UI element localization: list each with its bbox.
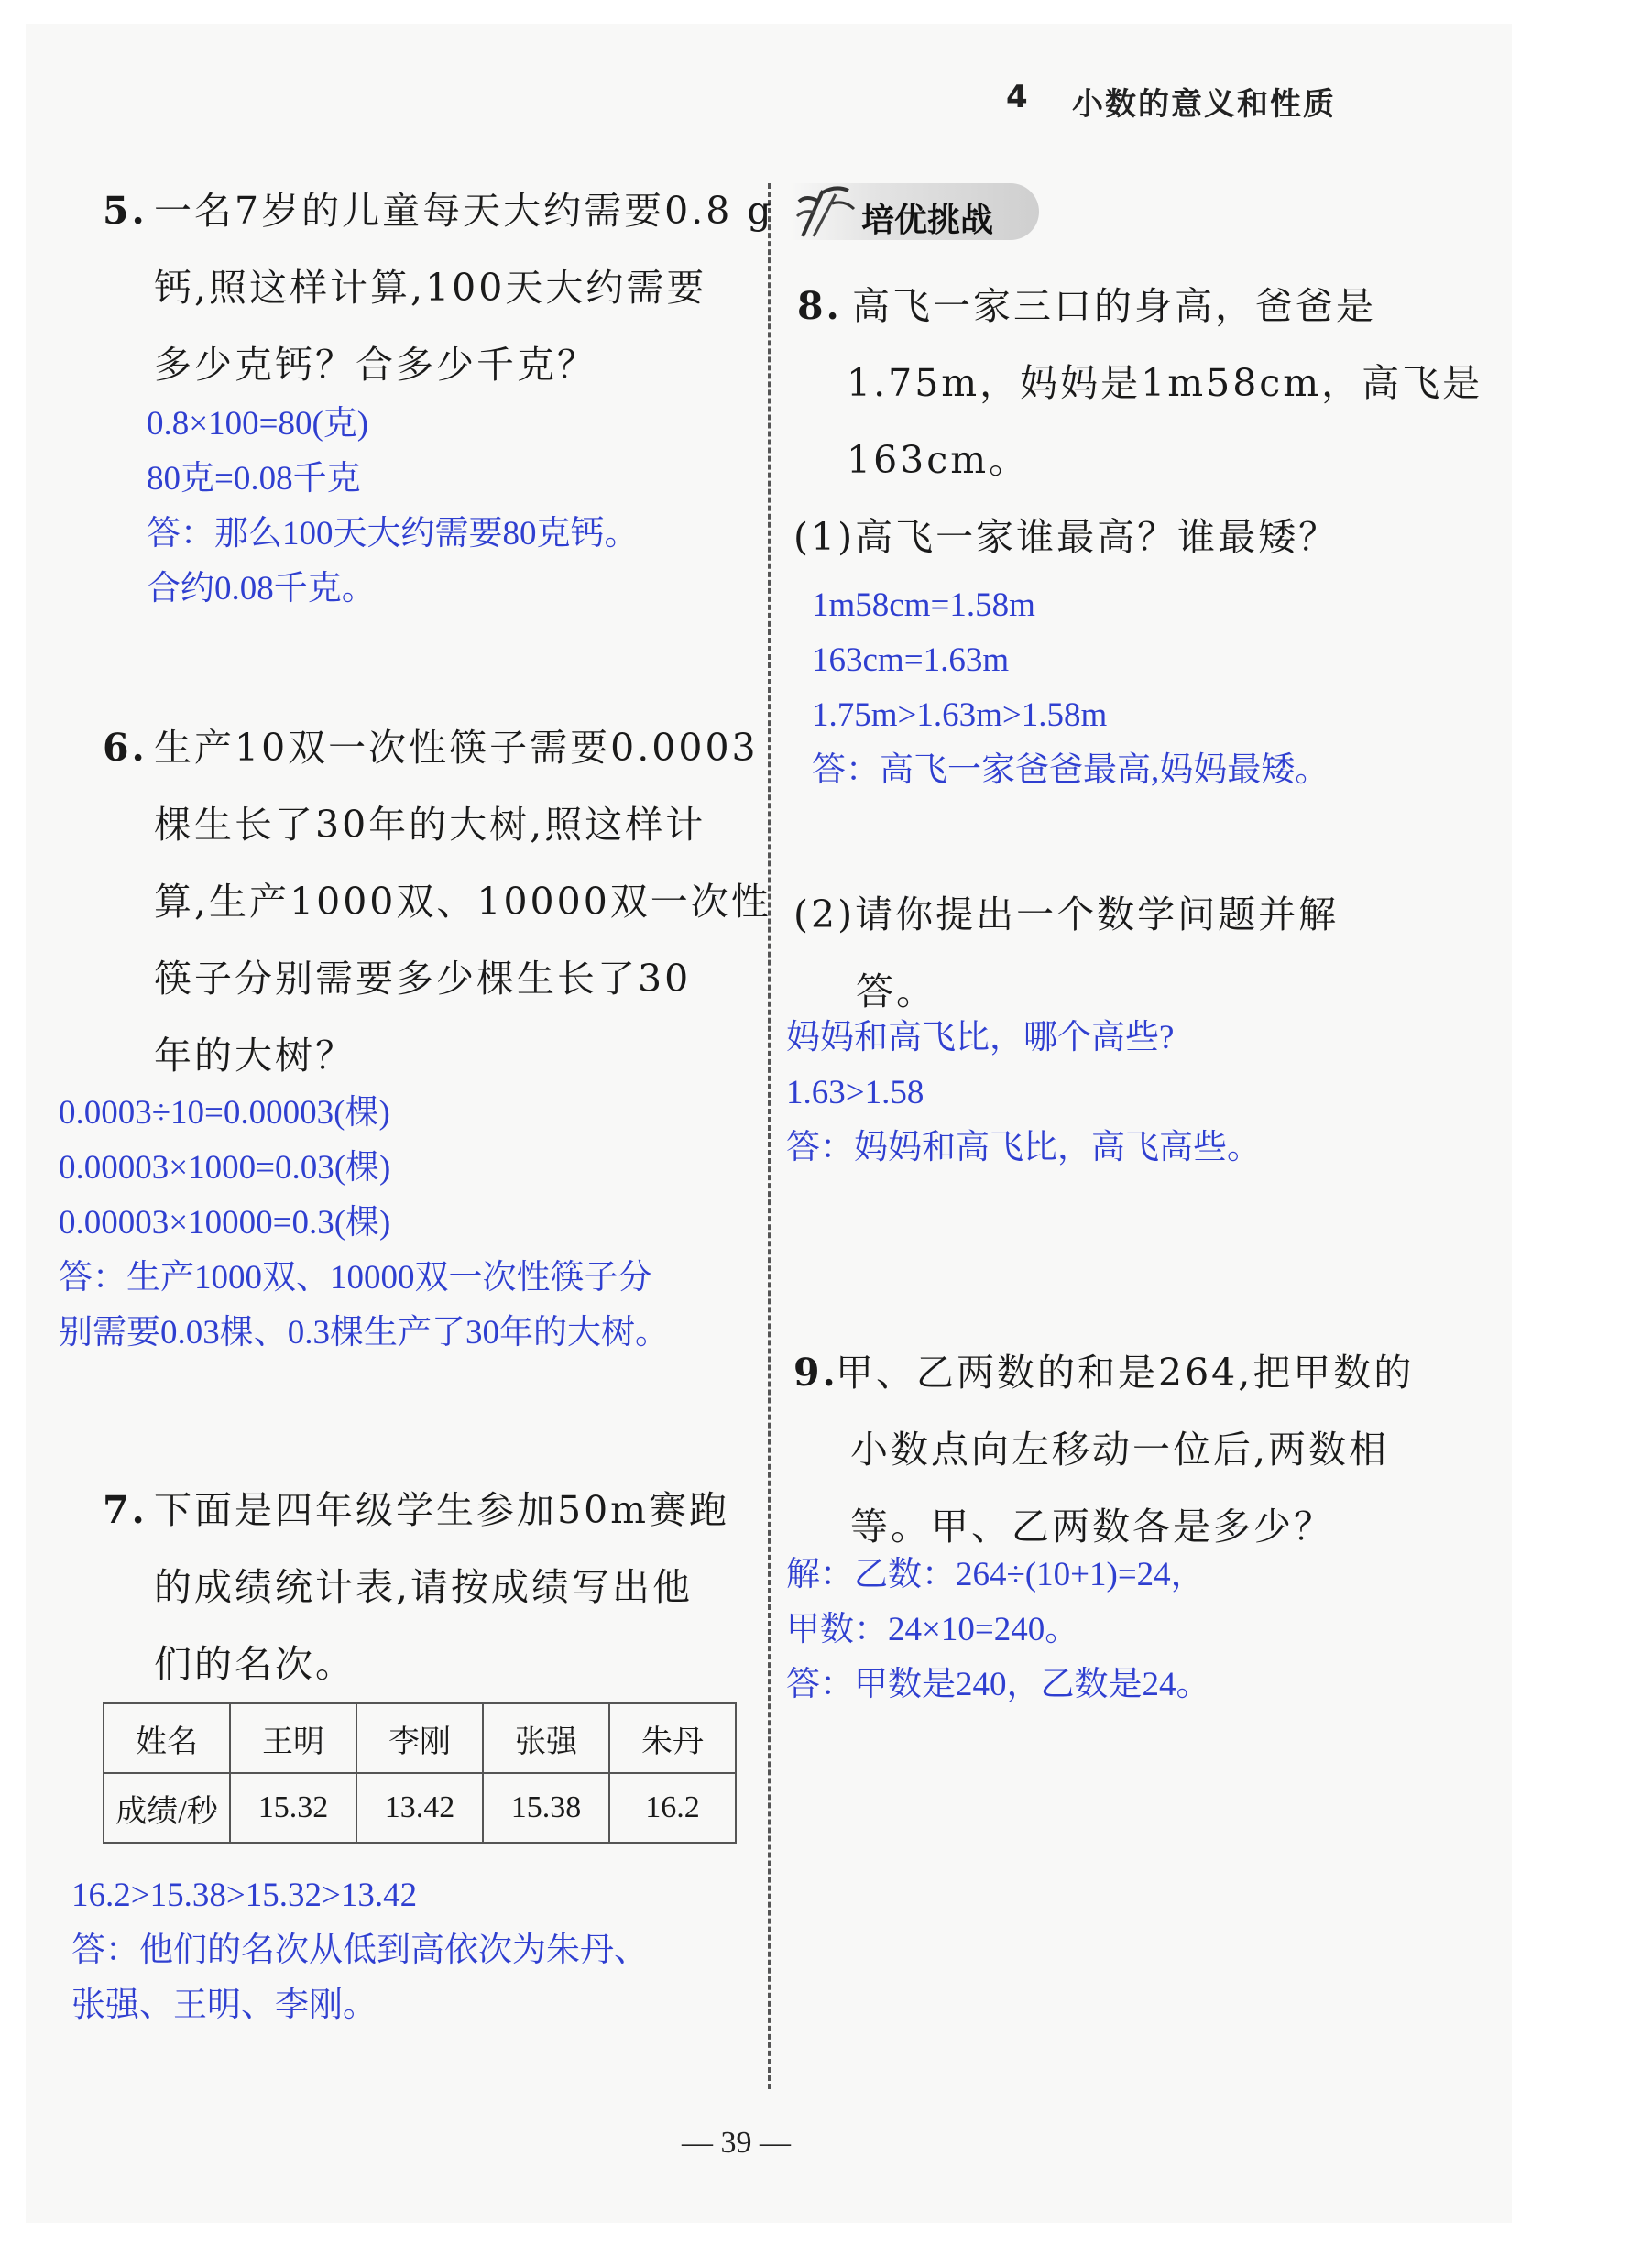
q8-answer2-line: 1.63>1.58: [786, 1074, 924, 1111]
q6-answer-line: 0.00003×1000=0.03(棵): [59, 1149, 391, 1187]
table-cell: 李刚: [356, 1703, 483, 1773]
q6-answer-line: 0.0003÷10=0.00003(棵): [59, 1094, 390, 1132]
q8-sub1: (1)高飞一家谁最高？谁最矮？: [793, 515, 1340, 559]
chapter-title: 小数的意义和性质: [1072, 86, 1336, 123]
table-cell: 张强: [483, 1703, 609, 1773]
q9-line: 甲、乙两数的和是264,把甲数的: [836, 1351, 1415, 1395]
q9-line: 小数点向左移动一位后,两数相: [850, 1428, 1390, 1472]
q8-answer1-line: 163cm=1.63m: [812, 641, 1010, 679]
q9-number: 9.: [793, 1351, 838, 1395]
q6-answer-line: 答：生产1000双、10000双一次性筷子分: [59, 1259, 652, 1297]
chapter-number: 4: [1006, 79, 1030, 115]
table-cell: 13.42: [356, 1773, 483, 1843]
q8-line: 1.75m，妈妈是1m58cm，高飞是: [847, 361, 1483, 405]
table-cell: 16.2: [609, 1773, 736, 1843]
q9-line: 等。甲、乙两数各是多少？: [850, 1505, 1334, 1549]
q6-answer-line: 别需要0.03棵、0.3棵生产了30年的大树。: [59, 1314, 669, 1352]
section-badge-label: 培优挑战: [861, 202, 994, 239]
q5-number: 5.: [103, 189, 148, 233]
race-results-table: [103, 1702, 737, 1844]
q8-answer2-line: 妈妈和高飞比，哪个高些?: [786, 1019, 1175, 1056]
q8-number: 8.: [797, 284, 842, 328]
q9-answer-line: 答：甲数是240，乙数是24。: [786, 1666, 1210, 1703]
q7-answer-line: 16.2>15.38>15.32>13.42: [71, 1877, 418, 1914]
bamboo-icon: [795, 181, 859, 242]
q5-line: 钙,照这样计算,100天大约需要: [154, 266, 707, 310]
q7-answer-line: 答：他们的名次从低到高依次为朱丹、: [71, 1932, 648, 1969]
q5-line: 一名7岁的儿童每天大约需要0.8 g: [154, 189, 774, 233]
table-cell: 朱丹: [609, 1703, 736, 1773]
table-cell: 成绩/秒: [104, 1773, 230, 1843]
q7-number: 7.: [103, 1488, 148, 1532]
q9-answer-line: 甲数：24×10=240。: [786, 1611, 1079, 1648]
q7-line: 们的名次。: [154, 1642, 356, 1686]
q6-number: 6.: [103, 726, 148, 770]
q8-line: 高飞一家三口的身高，爸爸是: [852, 284, 1376, 328]
q6-line: 算,生产1000双、10000双一次性: [154, 880, 771, 924]
table-row: [104, 1773, 736, 1843]
q6-line: 年的大树？: [154, 1034, 356, 1078]
q8-answer1-line: 答：高飞一家爸爸最高,妈妈最矮。: [812, 751, 1329, 789]
table-cell: 15.38: [483, 1773, 609, 1843]
q8-answer1-line: 1m58cm=1.58m: [812, 586, 1035, 624]
q6-line: 筷子分别需要多少棵生长了30: [154, 957, 692, 1001]
q8-line: 163cm。: [847, 438, 1030, 482]
q7-line: 下面是四年级学生参加50m赛跑: [154, 1488, 730, 1532]
q8-answer2-line: 答：妈妈和高飞比，高飞高些。: [786, 1129, 1261, 1166]
q5-line: 多少克钙？合多少千克？: [154, 343, 597, 387]
q5-answer-line: 答：那么100天大约需要80克钙。: [147, 515, 639, 553]
q5-answer-line: 0.8×100=80(克): [147, 405, 369, 443]
q9-answer-line: 解：乙数：264÷(10+1)=24，: [786, 1556, 1205, 1593]
table-header-row: [104, 1703, 736, 1773]
q7-line: 的成绩统计表,请按成绩写出他: [154, 1565, 694, 1609]
table-cell: 姓名: [104, 1703, 230, 1773]
page-number: — 39 —: [682, 2126, 791, 2160]
q6-line: 生产10双一次性筷子需要0.0003: [154, 726, 759, 770]
q7-answer-line: 张强、王明、李刚。: [71, 1987, 377, 2024]
q5-answer-line: 合约0.08千克。: [147, 570, 376, 608]
q6-line: 棵生长了30年的大树,照这样计: [154, 803, 706, 847]
column-divider: [768, 183, 771, 2089]
table-cell: 15.32: [230, 1773, 356, 1843]
q8-answer1-line: 1.75m>1.63m>1.58m: [812, 696, 1108, 734]
q5-answer-line: 80克=0.08千克: [147, 460, 361, 498]
q6-answer-line: 0.00003×10000=0.3(棵): [59, 1204, 391, 1242]
q8-sub2: 答。: [856, 969, 936, 1013]
q8-sub2: (2)请你提出一个数学问题并解: [793, 892, 1340, 936]
table-cell: 王明: [230, 1703, 356, 1773]
